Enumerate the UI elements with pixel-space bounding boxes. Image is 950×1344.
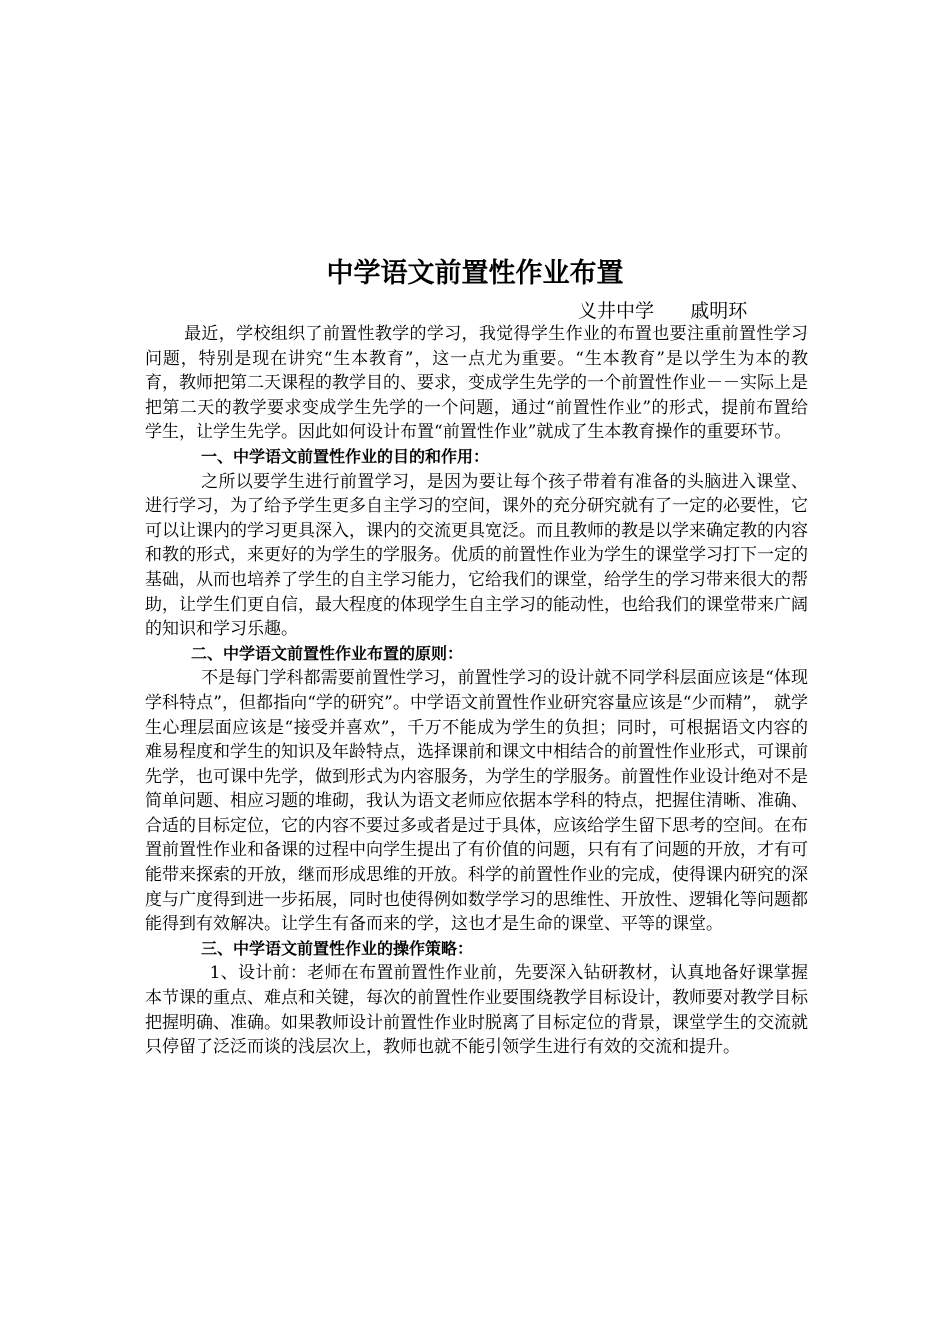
- document-body: [145, 322, 808, 1060]
- paragraph-purpose: 之所以要学生进行前置学习，是因为要让每个孩子带着有准备的头脑进入课堂、进行学习，为了给予学生更多自主学习的空间，课外的充分研究就有了一定的必要性，它可以让课内的学习更具深入，课内的交流更具宽泛。而且教师的教是以学来确定教的内容和教的形式，来更好的为学生的学服务。优质的前置性作业为学生的课堂学习打下一定的基础，从而也培养了学生的自主学习能力，它给我们的课堂，给学生的学习带来很大的帮助，让学生们更自信，最大程度的体现学生自主学习的能动性，也给我们的课堂带来广阔的知识和学习乐趣。: [145, 471, 808, 640]
- section-heading-2: 二、中学语文前置性作业布置的原则：: [191, 643, 464, 663]
- paragraph-intro: 最近，学校组织了前置性教学的学习，我觉得学生作业的布置也要注重前置性学习问题，特别是现在讲究“生本教育”，这一点尤为重要。“生本教育”是以学生为本的教育，教师把第二天课程的教学目的、要求，变成学生先学的一个前置性作业－－实际上是把第二天的教学要求变成学生先学的一个问题，通过“前置性作业”的形式，提前布置给学生，让学生先学。因此如何设计布置“前置性作业”就成了生本教育操作的重要环节。: [145, 324, 808, 443]
- paragraph-principles: 不是每门学科都需要前置性学习，前置性学习的设计就不同学科层面应该是“体现学科特点”，但都指向“学的研究”。中学语文前置性作业研究容量应该是“少而精”， 就学生心理层面应该是“接受并喜欢”，千万不能成为学生的负担；同时，可根据语文内容的难易程度和学生的知识及年龄特点，选择课前和课文中相结合的前置性作业形式，可课前先学，也可课中先学，做到形式为内容服务，为学生的学服务。前置性作业设计绝对不是简单问题、相应习题的堆砌，我认为语文老师应依据本学科的特点，把握住清晰、准确、合适的目标定位，它的内容不要过多或者是过于具体，应该给学生留下思考的空间。在布置前置性作业和备课的过程中向学生提出了有价值的问题，只有有了问题的开放，才有可能带来探索的开放，继而形成思维的开放。科学的前置性作业的完成，使得课内研究的深度与广度得到进一步拓展，同时也使得例如数学学习的思维性、开放性、逻辑化等问题都能得到有效解决。让学生有备而来的学，这也才是生命的课堂、平等的课堂。: [145, 668, 808, 935]
- section-heading-3: 三、中学语文前置性作业的操作策略：: [201, 938, 474, 958]
- section-heading-1: 一、中学语文前置性作业的目的和作用：: [201, 446, 490, 466]
- author-byline: 义井中学 戚明环: [578, 300, 748, 322]
- document-title: 中学语文前置性作业布置: [326, 258, 624, 289]
- paragraph-strategy-1: 1、设计前：老师在布置前置性作业前，先要深入钻研教材，认真地备好课掌握本节课的重点、难点和关键，每次的前置性作业要围绕教学目标设计，教师要对教学目标把握明确、准确。如果教师设计前置性作业时脱离了目标定位的背景，课堂学生的交流就只停留了泛泛而谈的浅层次上，教师也就不能引领学生进行有效的交流和提升。: [145, 963, 808, 1058]
